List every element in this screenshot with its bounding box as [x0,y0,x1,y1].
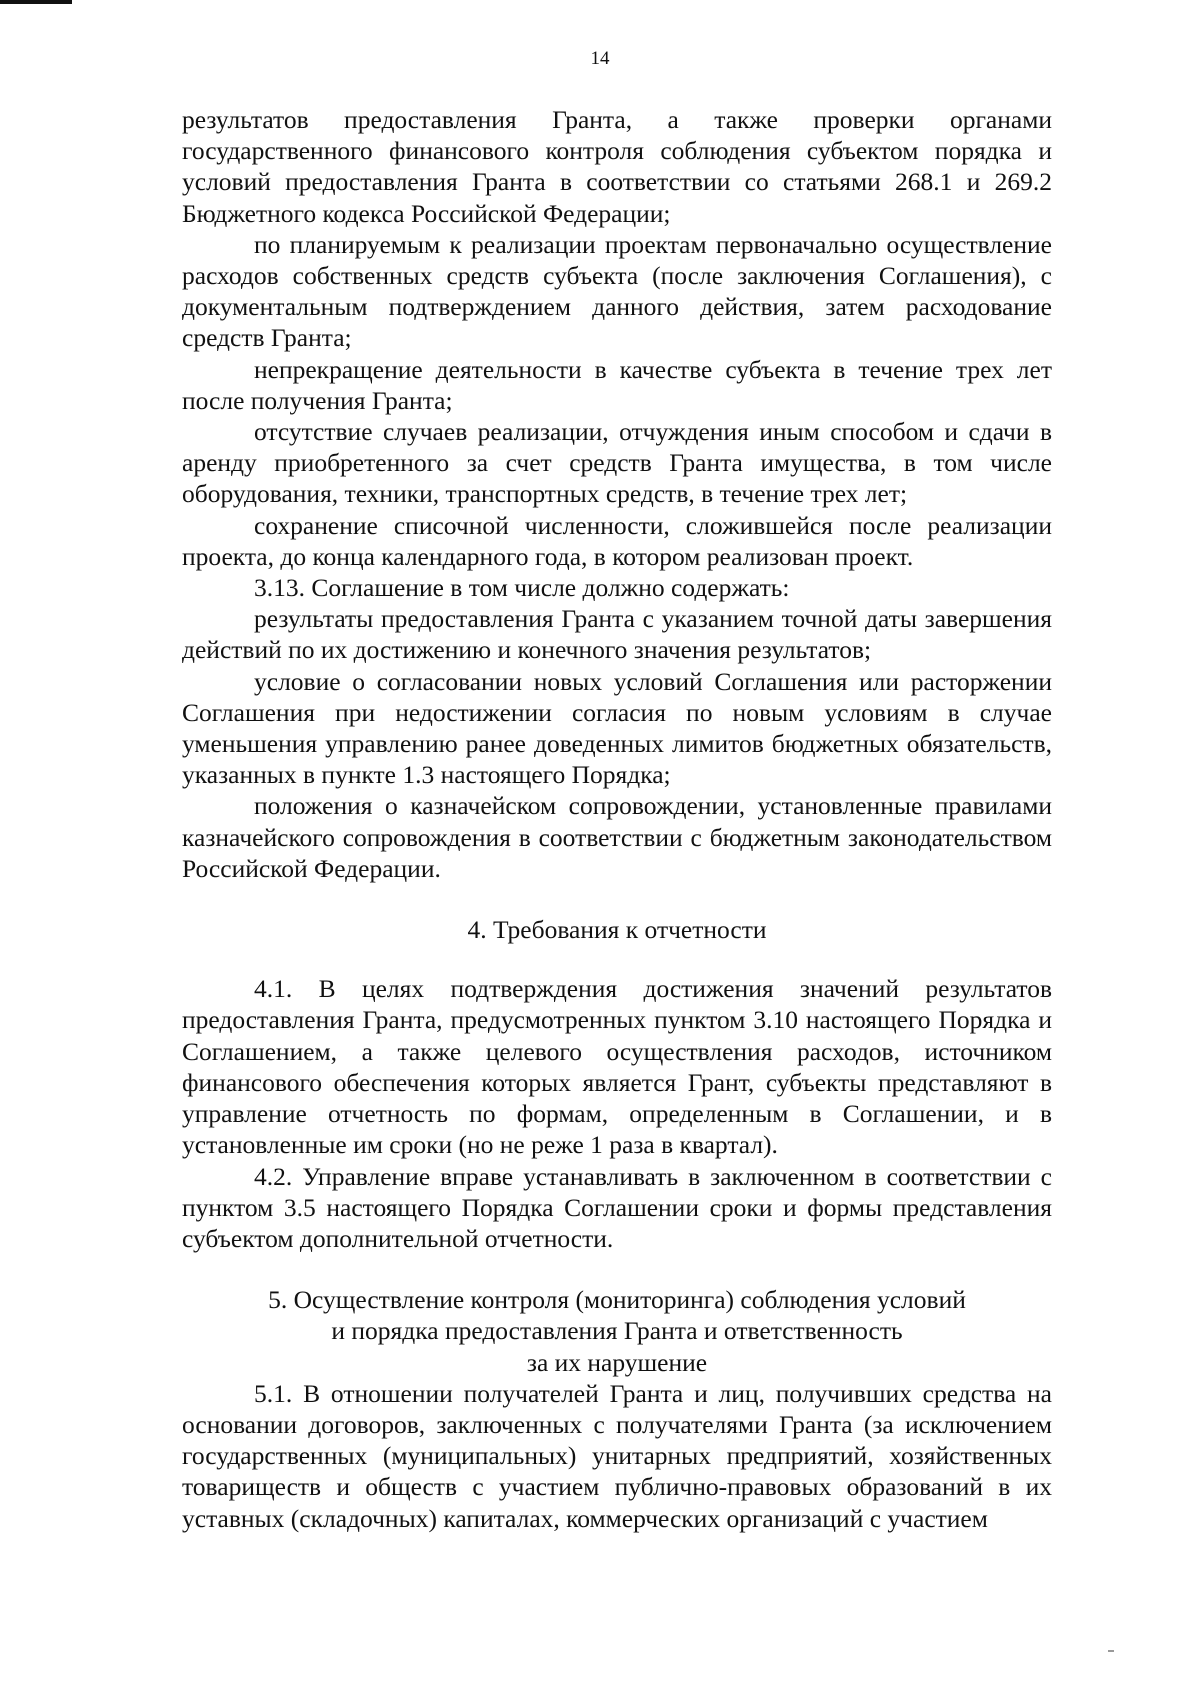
paragraph-treasury: положения о казначейском сопровождении, установленные правилами казначейского сопровождения в соответствии с бюджетным законодательством Российской Федерации. [182,791,1052,883]
scan-corner-mark [0,0,72,4]
paragraph-5-1: 5.1. В отношении получателей Гранта и лиц, получивших средства на основании договоров, заключенных с получателями Гранта (за исключением государственных (муниципальных) унитарных предприятий, хозяйственных товариществ и обществ с участием публично-правовых образований в их уставных (складочных) капиталах, коммерческих организаций с участием [182,1378,1052,1533]
section-5-heading-line: за их нарушение [526,1347,708,1377]
section-5-heading-line: и порядка предоставления Гранта и ответственность [331,1316,903,1346]
paragraph-no-alienation: отсутствие случаев реализации, отчуждения иным способом и сдачи в аренду приобретенного за счет средств Гранта имущества, в том числе оборудования, техники, транспортных средств, в течение трех лет; [182,417,1052,509]
paragraph-4-1: 4.1. В целях подтверждения достижения значений результатов предоставления Гранта, предусмотренных пунктом 3.10 настоящего Порядка и Соглашением, а также целевого осуществления расходов, источником финансового обеспечения которых является Грант, субъекты представляют в управление отчетность по формам, определенным в Соглашении, и в установленные им сроки (но не реже 1 раза в квартал). [182,974,1052,1160]
paragraph-4-2: 4.2. Управление вправе устанавливать в заключенном в соответствии с пунктом 3.5 настоящего Порядка Соглашении сроки и формы представления субъектом дополнительной отчетности. [182,1161,1052,1253]
section-4-heading: 4. Требования к отчетности [467,915,767,945]
document-body [182,104,1052,1534]
paragraph-own-funds: по планируемым к реализации проектам первоначально осуществление расходов собственных средств субъекта (после заключения Соглашения), с документальным подтверждением данного действия, затем расходование средств Гранта; [182,229,1052,353]
section-5-heading [182,1284,1052,1378]
section-5-heading-line: 5. Осуществление контроля (мониторинга) соблюдения условий [268,1285,966,1315]
scan-speck [1108,1650,1114,1652]
paragraph-3-13: 3.13. Соглашение в том числе должно содержать: [254,573,790,603]
paragraph-new-conditions: условие о согласовании новых условий Соглашения или расторжении Соглашения при недостижении согласия по новым условиям в случае уменьшения управлению ранее доведенных лимитов бюджетных обязательств, указанных в пункте 1.3 настоящего Порядка; [182,666,1052,790]
paragraph-results-check: результатов предоставления Гранта, а также проверки органами государственного финансового контроля соблюдения субъектом порядка и условий предоставления Гранта в соответствии со статьями 268.1 и 269.2 Бюджетного кодекса Российской Федерации; [182,105,1052,228]
paragraph-results-dates: результаты предоставления Гранта с указанием точной даты завершения действий по их достижению и конечного значения результатов; [182,604,1052,665]
paragraph-continuity: непрекращение деятельности в качестве субъекта в течение трех лет после получения Гранта; [182,354,1052,415]
paragraph-headcount: сохранение списочной численности, сложившейся после реализации проекта, до конца календарного года, в котором реализован проект. [182,510,1052,571]
page-number: 14 [590,48,610,69]
